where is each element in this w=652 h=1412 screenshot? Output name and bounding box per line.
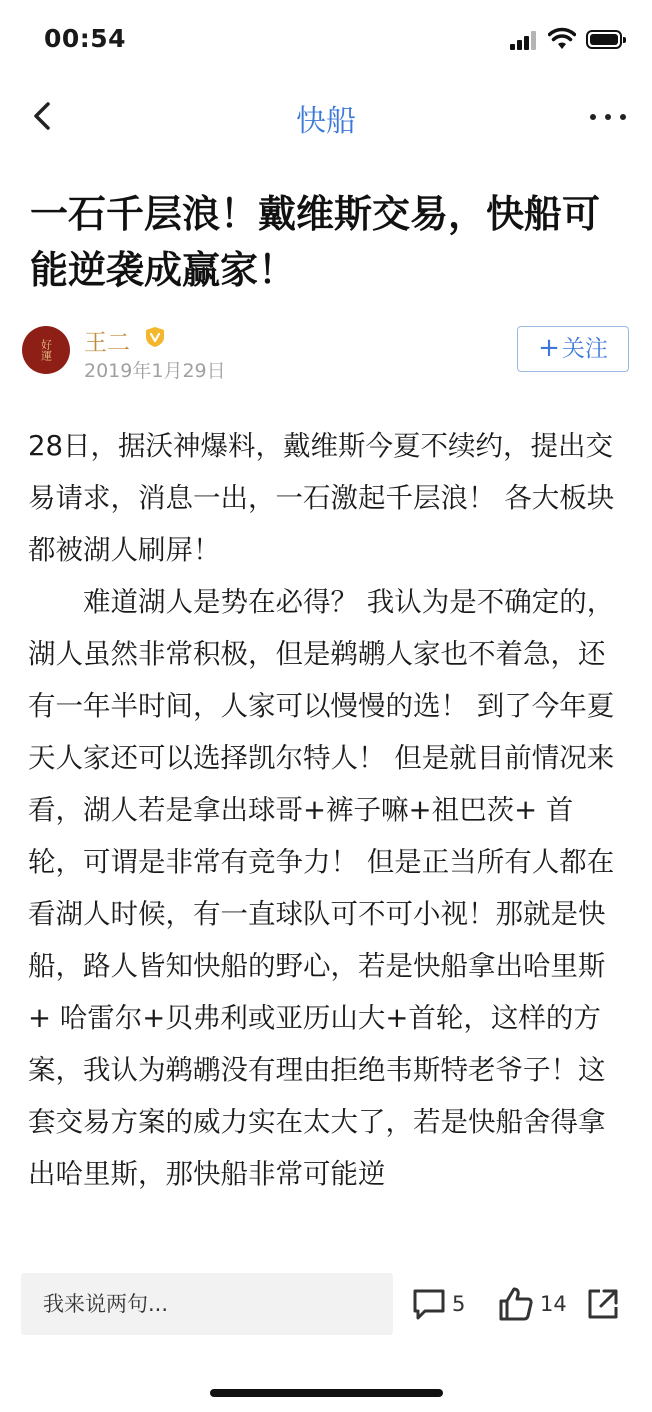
author-avatar[interactable]: [22, 326, 70, 374]
like-button[interactable]: [498, 1284, 567, 1324]
follow-button[interactable]: [517, 326, 629, 372]
comment-count: 5: [452, 1292, 466, 1316]
status-bar: [0, 0, 652, 80]
home-indicator[interactable]: [210, 1389, 443, 1397]
comment-input[interactable]: 我来说两句...: [21, 1273, 393, 1335]
battery-icon: [586, 30, 622, 49]
avatar-text: 好運: [39, 339, 53, 361]
cellular-signal-icon: [510, 30, 538, 50]
share-button[interactable]: [586, 1284, 620, 1324]
plus-icon: +: [538, 333, 560, 363]
article-paragraph: 28日，据沃神爆料，戴维斯今夏不续约，提出交易请求，消息一出，一石激起千层浪！ 各大板块都被湖人刷屏！: [28, 430, 615, 566]
comment-icon: [412, 1287, 446, 1321]
article-title: 一石千层浪！戴维斯交易，快船可能逆袭成赢家！: [30, 192, 601, 292]
follow-label: 关注: [561, 336, 608, 362]
nav-title[interactable]: 快船: [296, 104, 356, 139]
post-date: 2019年1月29日: [84, 360, 226, 382]
verified-badge-icon: [144, 326, 166, 348]
status-time: 00:54: [44, 24, 127, 53]
author-name[interactable]: 王二: [84, 330, 130, 356]
comments-button[interactable]: [412, 1284, 465, 1324]
like-count: 14: [540, 1292, 567, 1316]
more-options-button[interactable]: [590, 112, 626, 122]
thumbs-up-icon: [498, 1286, 534, 1322]
nav-bar: [0, 80, 652, 150]
share-icon: [586, 1287, 620, 1321]
wifi-icon: [548, 27, 576, 51]
article-paragraph: 难道湖人是势在必得？ 我认为是不确定的，湖人虽然非常积极，但是鹈鹕人家也不着急，还有一年半时间，人家可以慢慢的选！ 到了今年夏天人家还可以选择凯尔特人！ 但是就目前情况来看，湖人若是拿出球哥+裤子嘛+祖巴茨+ 首轮，可谓是非常有竞争力！ 但是正当所有人都在看湖人时候，有一直球队可不可小视！那就是快船，路人皆知快船的野心，若是快船拿出哈里斯+ 哈雷尔+贝弗利或亚历山大+首轮，这样的方案，我认为鹈鹕没有理由拒绝韦斯特老爷子！这套交易方案的威力实在太大了，若是快船舍得拿出哈里斯，那快船非常可能逆: [28, 586, 615, 1190]
author-row: [0, 322, 652, 382]
bottom-action-bar: [0, 1256, 652, 1412]
article-body: [28, 420, 628, 1258]
more-dots-icon: [590, 114, 596, 120]
